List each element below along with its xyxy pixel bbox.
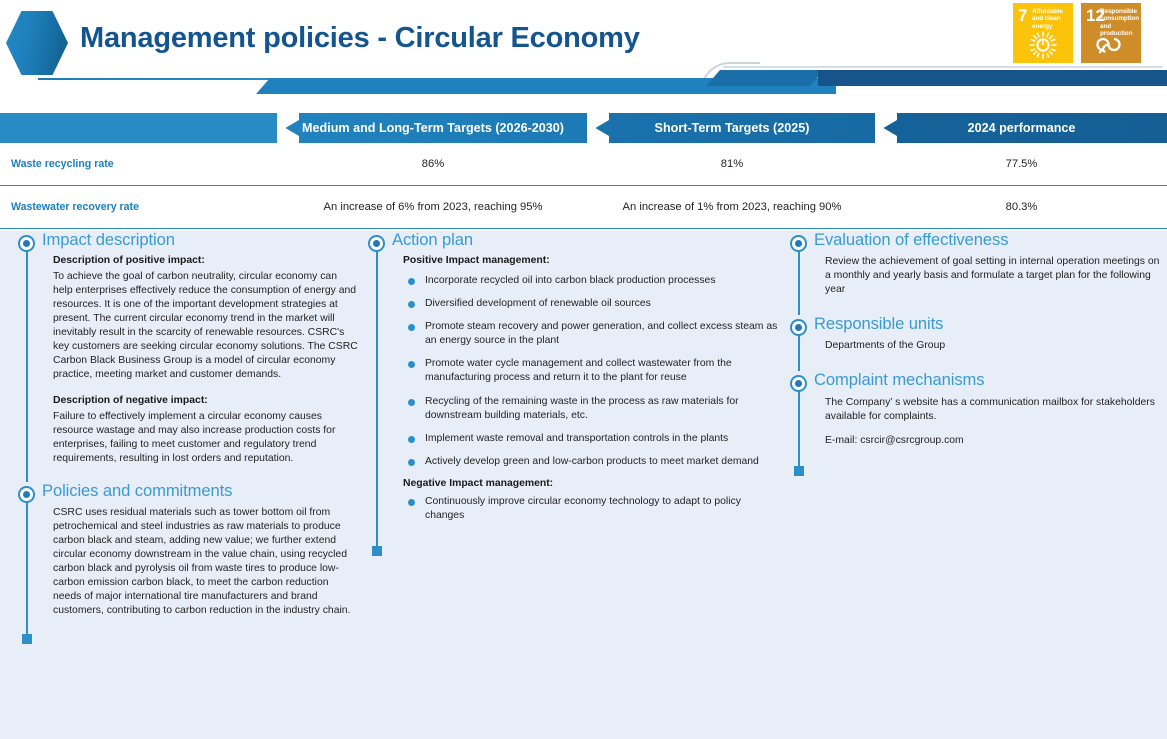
section-impact-description — [18, 231, 358, 482]
chevron-left-icon — [875, 113, 897, 143]
sdg-label: Affordable and clean energy — [1032, 8, 1063, 30]
timeline-rail — [26, 242, 28, 482]
targets-table — [0, 113, 1167, 229]
page-title: Management policies - Circular Economy — [80, 22, 640, 54]
sun-icon — [1013, 30, 1073, 60]
section-complaint-mechanisms — [790, 371, 1160, 475]
evaluation-text: Review the achievement of goal setting in internal operation meetings on a monthly and yearly basis and formulate a target plan for the following year — [825, 256, 1160, 296]
sdg-label: Responsible consumption and production — [1100, 8, 1140, 38]
section-title: Complaint mechanisms — [814, 370, 985, 390]
row-performance: 77.5% — [1005, 158, 1038, 170]
timeline-rail — [798, 382, 800, 475]
row-metric: Waste recycling rate — [11, 158, 114, 170]
timeline-endcap-icon — [794, 466, 804, 476]
table-header-row — [0, 113, 1167, 143]
row-performance: 80.3% — [1005, 201, 1038, 213]
section-responsible-units — [790, 315, 1160, 371]
list-item: Recycling of the remaining waste in the process as raw materials for downstream building materials, etc. — [403, 395, 778, 423]
section-marker-icon — [368, 235, 385, 252]
sdg-number: 7 — [1018, 6, 1028, 25]
sdg-icon-12 — [1081, 3, 1141, 63]
section-title: Responsible units — [814, 314, 944, 334]
list-item: Diversified development of renewable oil sources — [403, 297, 778, 311]
hexagon-logo-icon — [6, 9, 68, 77]
section-marker-icon — [790, 375, 807, 392]
section-evaluation-effectiveness — [790, 231, 1160, 315]
row-short-term: 81% — [720, 158, 744, 170]
chevron-left-icon — [277, 113, 299, 143]
table-row — [0, 143, 1167, 186]
column-left — [18, 231, 358, 644]
header-hairline-right — [723, 66, 1163, 68]
content-panel — [0, 231, 1167, 739]
page-header — [0, 0, 1167, 108]
table-header-label: Short-Term Targets (2025) — [654, 121, 810, 135]
row-medium-long-term: 86% — [421, 158, 445, 170]
section-title: Action plan — [392, 230, 474, 249]
positive-impact-text: To achieve the goal of carbon neutrality, circular economy can help enterprises effectively reduce the consumption of energy and resources. It is one of the important development strategies at present. The current circular economy trend in the market will inevitably result in the scarcity of renewable resources. CSRC's key customers are seeking circular economy solutions. The CSRC Carbon Black Business Group is a model of circular economy practice, meeting market and customer demands. — [53, 271, 358, 381]
section-marker-icon — [18, 486, 35, 503]
negative-management-list — [403, 495, 778, 523]
column-middle — [368, 231, 778, 556]
list-item: Actively develop green and low-carbon products to meet market demand — [403, 455, 778, 469]
negative-management-heading: Negative Impact management: — [403, 477, 554, 489]
timeline-rail — [376, 242, 378, 556]
responsible-units-text: Departments of the Group — [825, 340, 946, 352]
row-short-term: An increase of 1% from 2023, reaching 90% — [622, 201, 842, 213]
row-metric: Wastewater recovery rate — [11, 201, 139, 213]
sdg-icon-group — [1013, 3, 1141, 63]
section-action-plan — [368, 231, 778, 556]
sdg-number: 12 — [1086, 6, 1105, 25]
section-marker-icon — [790, 235, 807, 252]
column-right — [790, 231, 1160, 476]
table-header-medium-long-term — [278, 113, 588, 143]
positive-management-heading: Positive Impact management: — [403, 255, 550, 267]
infinity-icon — [1081, 30, 1141, 60]
positive-impact-heading: Description of positive impact: — [53, 255, 205, 267]
header-ribbon-mid — [706, 70, 824, 86]
section-title: Policies and commitments — [42, 481, 233, 501]
negative-impact-heading: Description of negative impact: — [53, 395, 208, 407]
list-item: Incorporate recycled oil into carbon black production processes — [403, 274, 778, 288]
table-header-metric — [0, 113, 278, 143]
section-marker-icon — [790, 319, 807, 336]
list-item: Implement waste removal and transportation controls in the plants — [403, 432, 778, 446]
policies-text: CSRC uses residual materials such as tower bottom oil from petrochemical and steel industries as raw materials to produce carbon black and steam, adding new value; we further extend circular economy downstream in the value chain, using recycled carbon black and pyrolysis oil from waste tires to produce low-carbon emission carbon black, to meet the carbon reduction needs of major international tire manufacturers and brand customers, contributing to carbon reduction in the industry chain. — [53, 507, 351, 617]
complaint-text: The Company’ s website has a communication mailbox for stakeholders available for complaints. — [825, 396, 1155, 422]
section-policies-commitments — [18, 482, 358, 644]
timeline-rail — [26, 493, 28, 644]
timeline-endcap-icon — [372, 546, 382, 556]
table-header-label: Medium and Long-Term Targets (2026-2030) — [302, 121, 564, 135]
table-header-label: 2024 performance — [967, 121, 1076, 135]
negative-impact-text: Failure to effectively implement a circular economy causes resource wastage and may also increase production costs for enterprises, failing to meet customer and regulatory trend requirements, resulting in lost orders and reputation. — [53, 411, 336, 465]
list-item: Continuously improve circular economy technology to adapt to policy changes — [403, 495, 778, 523]
header-ribbon-dark — [818, 70, 1167, 86]
table-header-performance — [876, 113, 1167, 143]
row-medium-long-term: An increase of 6% from 2023, reaching 95% — [323, 201, 543, 213]
list-item: Promote steam recovery and power generation, and collect excess steam as an energy source in the plant — [403, 320, 778, 348]
section-title: Evaluation of effectiveness — [814, 230, 1009, 249]
table-header-short-term — [588, 113, 876, 143]
chevron-left-icon — [587, 113, 609, 143]
sdg-icon-7 — [1013, 3, 1073, 63]
list-item: Promote water cycle management and collect wastewater from the manufacturing process and return it to the plant for reuse — [403, 357, 778, 385]
table-row — [0, 186, 1167, 229]
section-title: Impact description — [42, 230, 175, 249]
timeline-rail — [798, 242, 800, 315]
section-marker-icon — [18, 235, 35, 252]
timeline-endcap-icon — [22, 634, 32, 644]
positive-management-list — [403, 274, 778, 468]
complaint-email: E-mail: csrcir@csrcgroup.com — [825, 434, 964, 446]
